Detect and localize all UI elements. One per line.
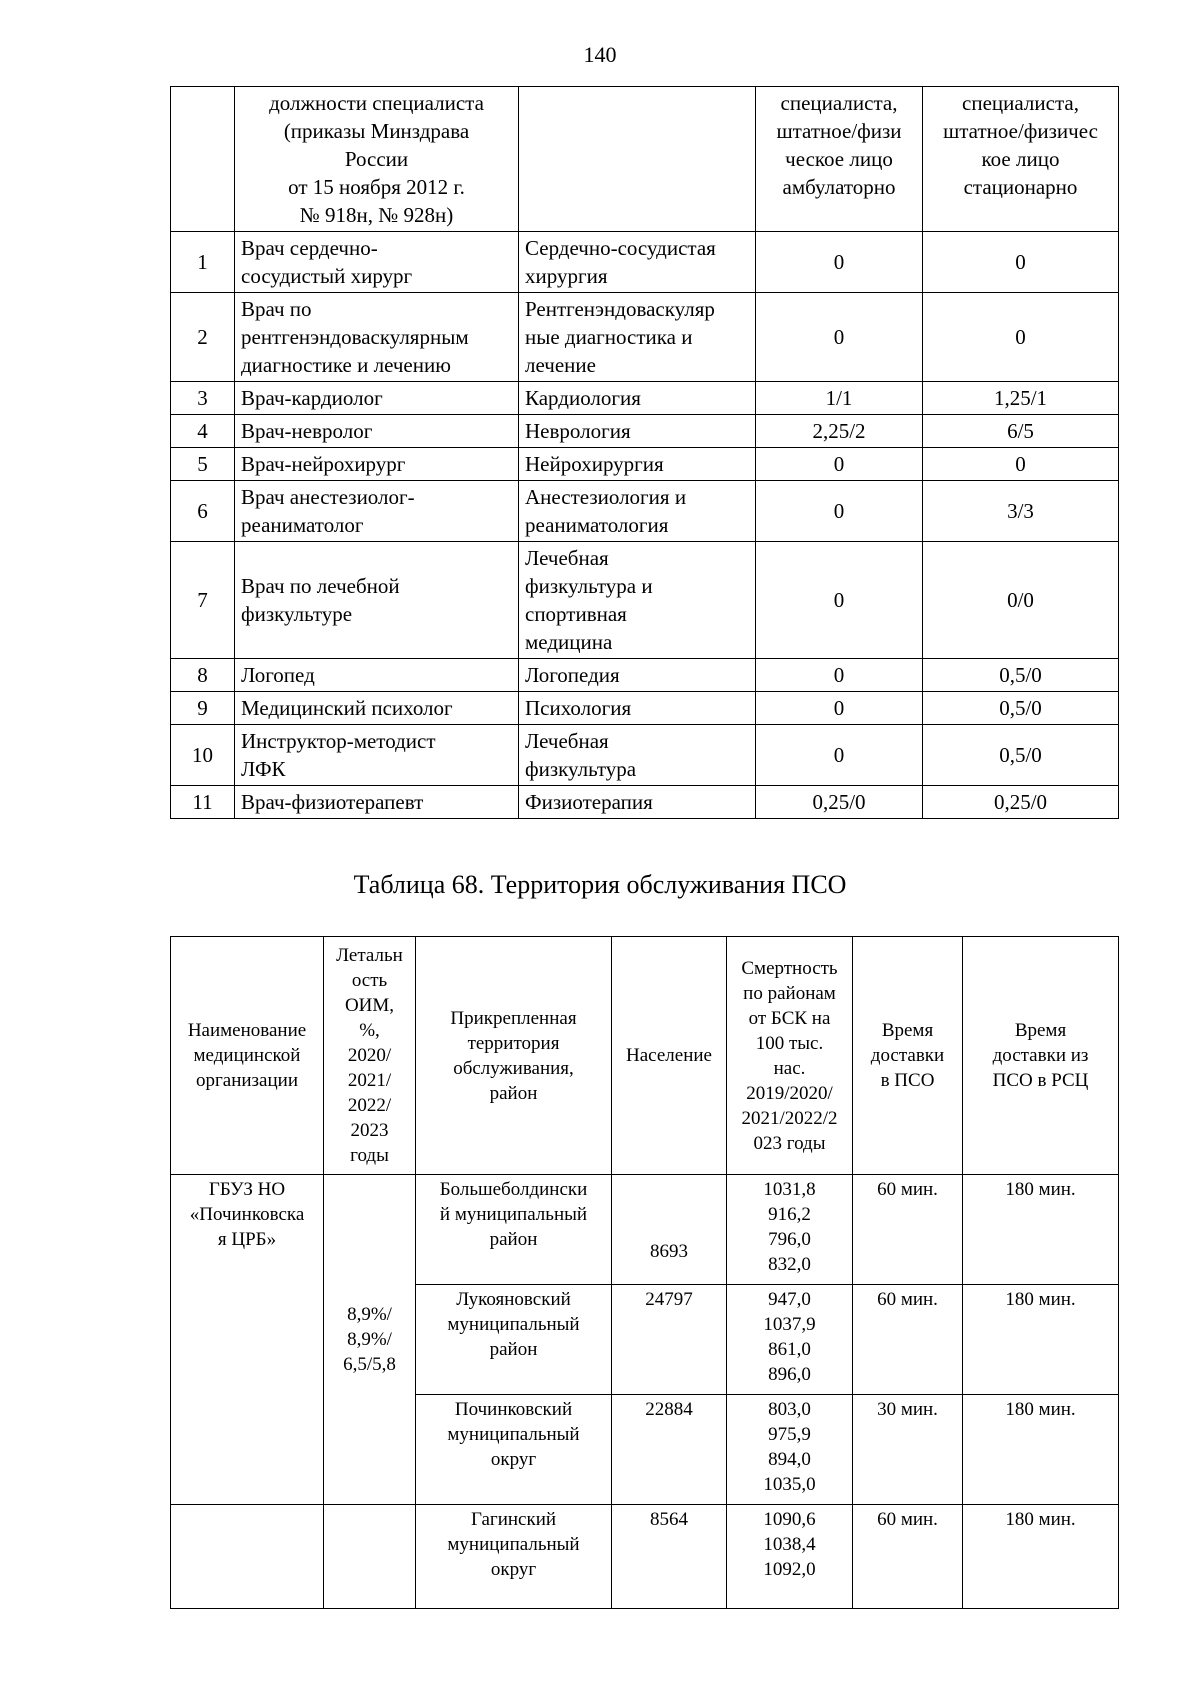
delivery-pso-value: 60 мин. xyxy=(853,1505,963,1609)
row-position: Врач сердечно- сосудистый хирург xyxy=(235,232,519,293)
row-ambulatory: 0 xyxy=(756,725,923,786)
row-num: 2 xyxy=(171,293,235,382)
row-profile: Лечебная физкультура и спортивная медицина xyxy=(519,542,756,659)
row-ambulatory: 0 xyxy=(756,481,923,542)
delivery-rsc-value: 180 мин. xyxy=(963,1395,1119,1505)
header-lethality: Летальн ость ОИМ, %, 2020/ 2021/ 2022/ 2023 годы xyxy=(324,937,416,1175)
row-num: 8 xyxy=(171,659,235,692)
territory-header-row xyxy=(171,937,1119,1175)
row-num: 4 xyxy=(171,415,235,448)
staff-table-row xyxy=(171,293,1119,382)
lethality-value: 8,9%/ 8,9%/ 6,5/5,8 xyxy=(324,1175,416,1505)
row-ambulatory: 0 xyxy=(756,659,923,692)
territory-row xyxy=(171,1505,1119,1609)
lethality-empty xyxy=(324,1505,416,1609)
row-position: Врач-невролог xyxy=(235,415,519,448)
row-num: 6 xyxy=(171,481,235,542)
row-num: 1 xyxy=(171,232,235,293)
header-territory: Прикрепленная территория обслуживания, район xyxy=(416,937,612,1175)
row-profile: Психология xyxy=(519,692,756,725)
row-ambulatory: 1/1 xyxy=(756,382,923,415)
table-title: Таблица 68. Территория обслуживания ПСО xyxy=(353,870,847,899)
row-position: Врач-кардиолог xyxy=(235,382,519,415)
header-ambulatory: специалиста, штатное/физи ческое лицо амбулаторно xyxy=(756,87,923,232)
delivery-rsc-value: 180 мин. xyxy=(963,1505,1119,1609)
staff-table-row xyxy=(171,725,1119,786)
row-position: Логопед xyxy=(235,659,519,692)
header-profile xyxy=(519,87,756,232)
row-num: 7 xyxy=(171,542,235,659)
row-profile: Нейрохирургия xyxy=(519,448,756,481)
row-position: Врач-нейрохирург xyxy=(235,448,519,481)
population-value: 8564 xyxy=(612,1505,727,1609)
row-position: Медицинский психолог xyxy=(235,692,519,725)
staff-table-row xyxy=(171,692,1119,725)
staff-table-row xyxy=(171,448,1119,481)
row-ambulatory: 0 xyxy=(756,293,923,382)
mortality-values: 1031,8 916,2 796,0 832,0 xyxy=(727,1175,853,1285)
territory-row xyxy=(171,1175,1119,1285)
row-ambulatory: 0 xyxy=(756,448,923,481)
staff-table-row xyxy=(171,481,1119,542)
row-profile: Сердечно-сосудистая хирургия xyxy=(519,232,756,293)
staff-table-row xyxy=(171,786,1119,819)
staff-table-header-row xyxy=(171,87,1119,232)
row-stationary: 0/0 xyxy=(923,542,1119,659)
row-position: Врач по рентгенэндоваскулярным диагностике и лечению xyxy=(235,293,519,382)
delivery-pso-value: 30 мин. xyxy=(853,1395,963,1505)
row-profile: Неврология xyxy=(519,415,756,448)
row-ambulatory: 0 xyxy=(756,232,923,293)
row-num: 3 xyxy=(171,382,235,415)
staff-table-row xyxy=(171,232,1119,293)
header-position: должности специалиста (приказы Минздрава России от 15 ноября 2012 г. № 918н, № 928н) xyxy=(235,87,519,232)
row-stationary: 3/3 xyxy=(923,481,1119,542)
row-profile: Физиотерапия xyxy=(519,786,756,819)
staff-table-row xyxy=(171,659,1119,692)
header-delivery-rsc: Время доставки из ПСО в РСЦ xyxy=(963,937,1119,1175)
delivery-rsc-value: 180 мин. xyxy=(963,1285,1119,1395)
header-num xyxy=(171,87,235,232)
header-population: Население xyxy=(612,937,727,1175)
row-profile: Рентгенэндоваскуляр ные диагностика и лечение xyxy=(519,293,756,382)
row-ambulatory: 0 xyxy=(756,692,923,725)
delivery-rsc-value: 180 мин. xyxy=(963,1175,1119,1285)
row-stationary: 0,5/0 xyxy=(923,659,1119,692)
row-position: Врач анестезиолог- реаниматолог xyxy=(235,481,519,542)
row-ambulatory: 0 xyxy=(756,542,923,659)
row-ambulatory: 2,25/2 xyxy=(756,415,923,448)
service-territory-table xyxy=(170,936,1119,1609)
territory-name: Починковский муниципальный округ xyxy=(416,1395,612,1505)
staff-table xyxy=(170,86,1119,819)
territory-name: Гагинский муниципальный округ xyxy=(416,1505,612,1609)
row-ambulatory: 0,25/0 xyxy=(756,786,923,819)
row-profile: Лечебная физкультура xyxy=(519,725,756,786)
page-number: 140 xyxy=(583,42,617,67)
row-num: 5 xyxy=(171,448,235,481)
row-stationary: 0 xyxy=(923,448,1119,481)
header-mortality: Смертность по районам от БСК на 100 тыс. нас. 2019/2020/ 2021/2022/2 023 годы xyxy=(727,937,853,1175)
row-position: Врач-физиотерапевт xyxy=(235,786,519,819)
row-profile: Анестезиология и реаниматология xyxy=(519,481,756,542)
delivery-pso-value: 60 мин. xyxy=(853,1175,963,1285)
mortality-values: 947,0 1037,9 861,0 896,0 xyxy=(727,1285,853,1395)
row-stationary: 6/5 xyxy=(923,415,1119,448)
row-profile: Логопедия xyxy=(519,659,756,692)
mortality-values: 1090,6 1038,4 1092,0 xyxy=(727,1505,853,1609)
population-value: 22884 xyxy=(612,1395,727,1505)
mortality-values: 803,0 975,9 894,0 1035,0 xyxy=(727,1395,853,1505)
delivery-pso-value: 60 мин. xyxy=(853,1285,963,1395)
row-profile: Кардиология xyxy=(519,382,756,415)
territory-name: Большеболдински й муниципальный район xyxy=(416,1175,612,1285)
row-position: Инструктор-методист ЛФК xyxy=(235,725,519,786)
org-name: ГБУЗ НО «Починковска я ЦРБ» xyxy=(171,1175,324,1505)
row-position: Врач по лечебной физкультуре xyxy=(235,542,519,659)
row-stationary: 0 xyxy=(923,232,1119,293)
territory-name: Лукояновский муниципальный район xyxy=(416,1285,612,1395)
row-stationary: 0 xyxy=(923,293,1119,382)
staff-table-row xyxy=(171,382,1119,415)
row-stationary: 0,25/0 xyxy=(923,786,1119,819)
header-stationary: специалиста, штатное/физичес кое лицо стационарно xyxy=(923,87,1119,232)
row-stationary: 0,5/0 xyxy=(923,725,1119,786)
population-value: 24797 xyxy=(612,1285,727,1395)
staff-table-row xyxy=(171,542,1119,659)
row-num: 9 xyxy=(171,692,235,725)
row-stationary: 1,25/1 xyxy=(923,382,1119,415)
org-name-empty xyxy=(171,1505,324,1609)
header-delivery-pso: Время доставки в ПСО xyxy=(853,937,963,1175)
population-value: 8693 xyxy=(612,1175,727,1285)
row-num: 10 xyxy=(171,725,235,786)
header-org: Наименование медицинской организации xyxy=(171,937,324,1175)
row-stationary: 0,5/0 xyxy=(923,692,1119,725)
staff-table-row xyxy=(171,415,1119,448)
row-num: 11 xyxy=(171,786,235,819)
